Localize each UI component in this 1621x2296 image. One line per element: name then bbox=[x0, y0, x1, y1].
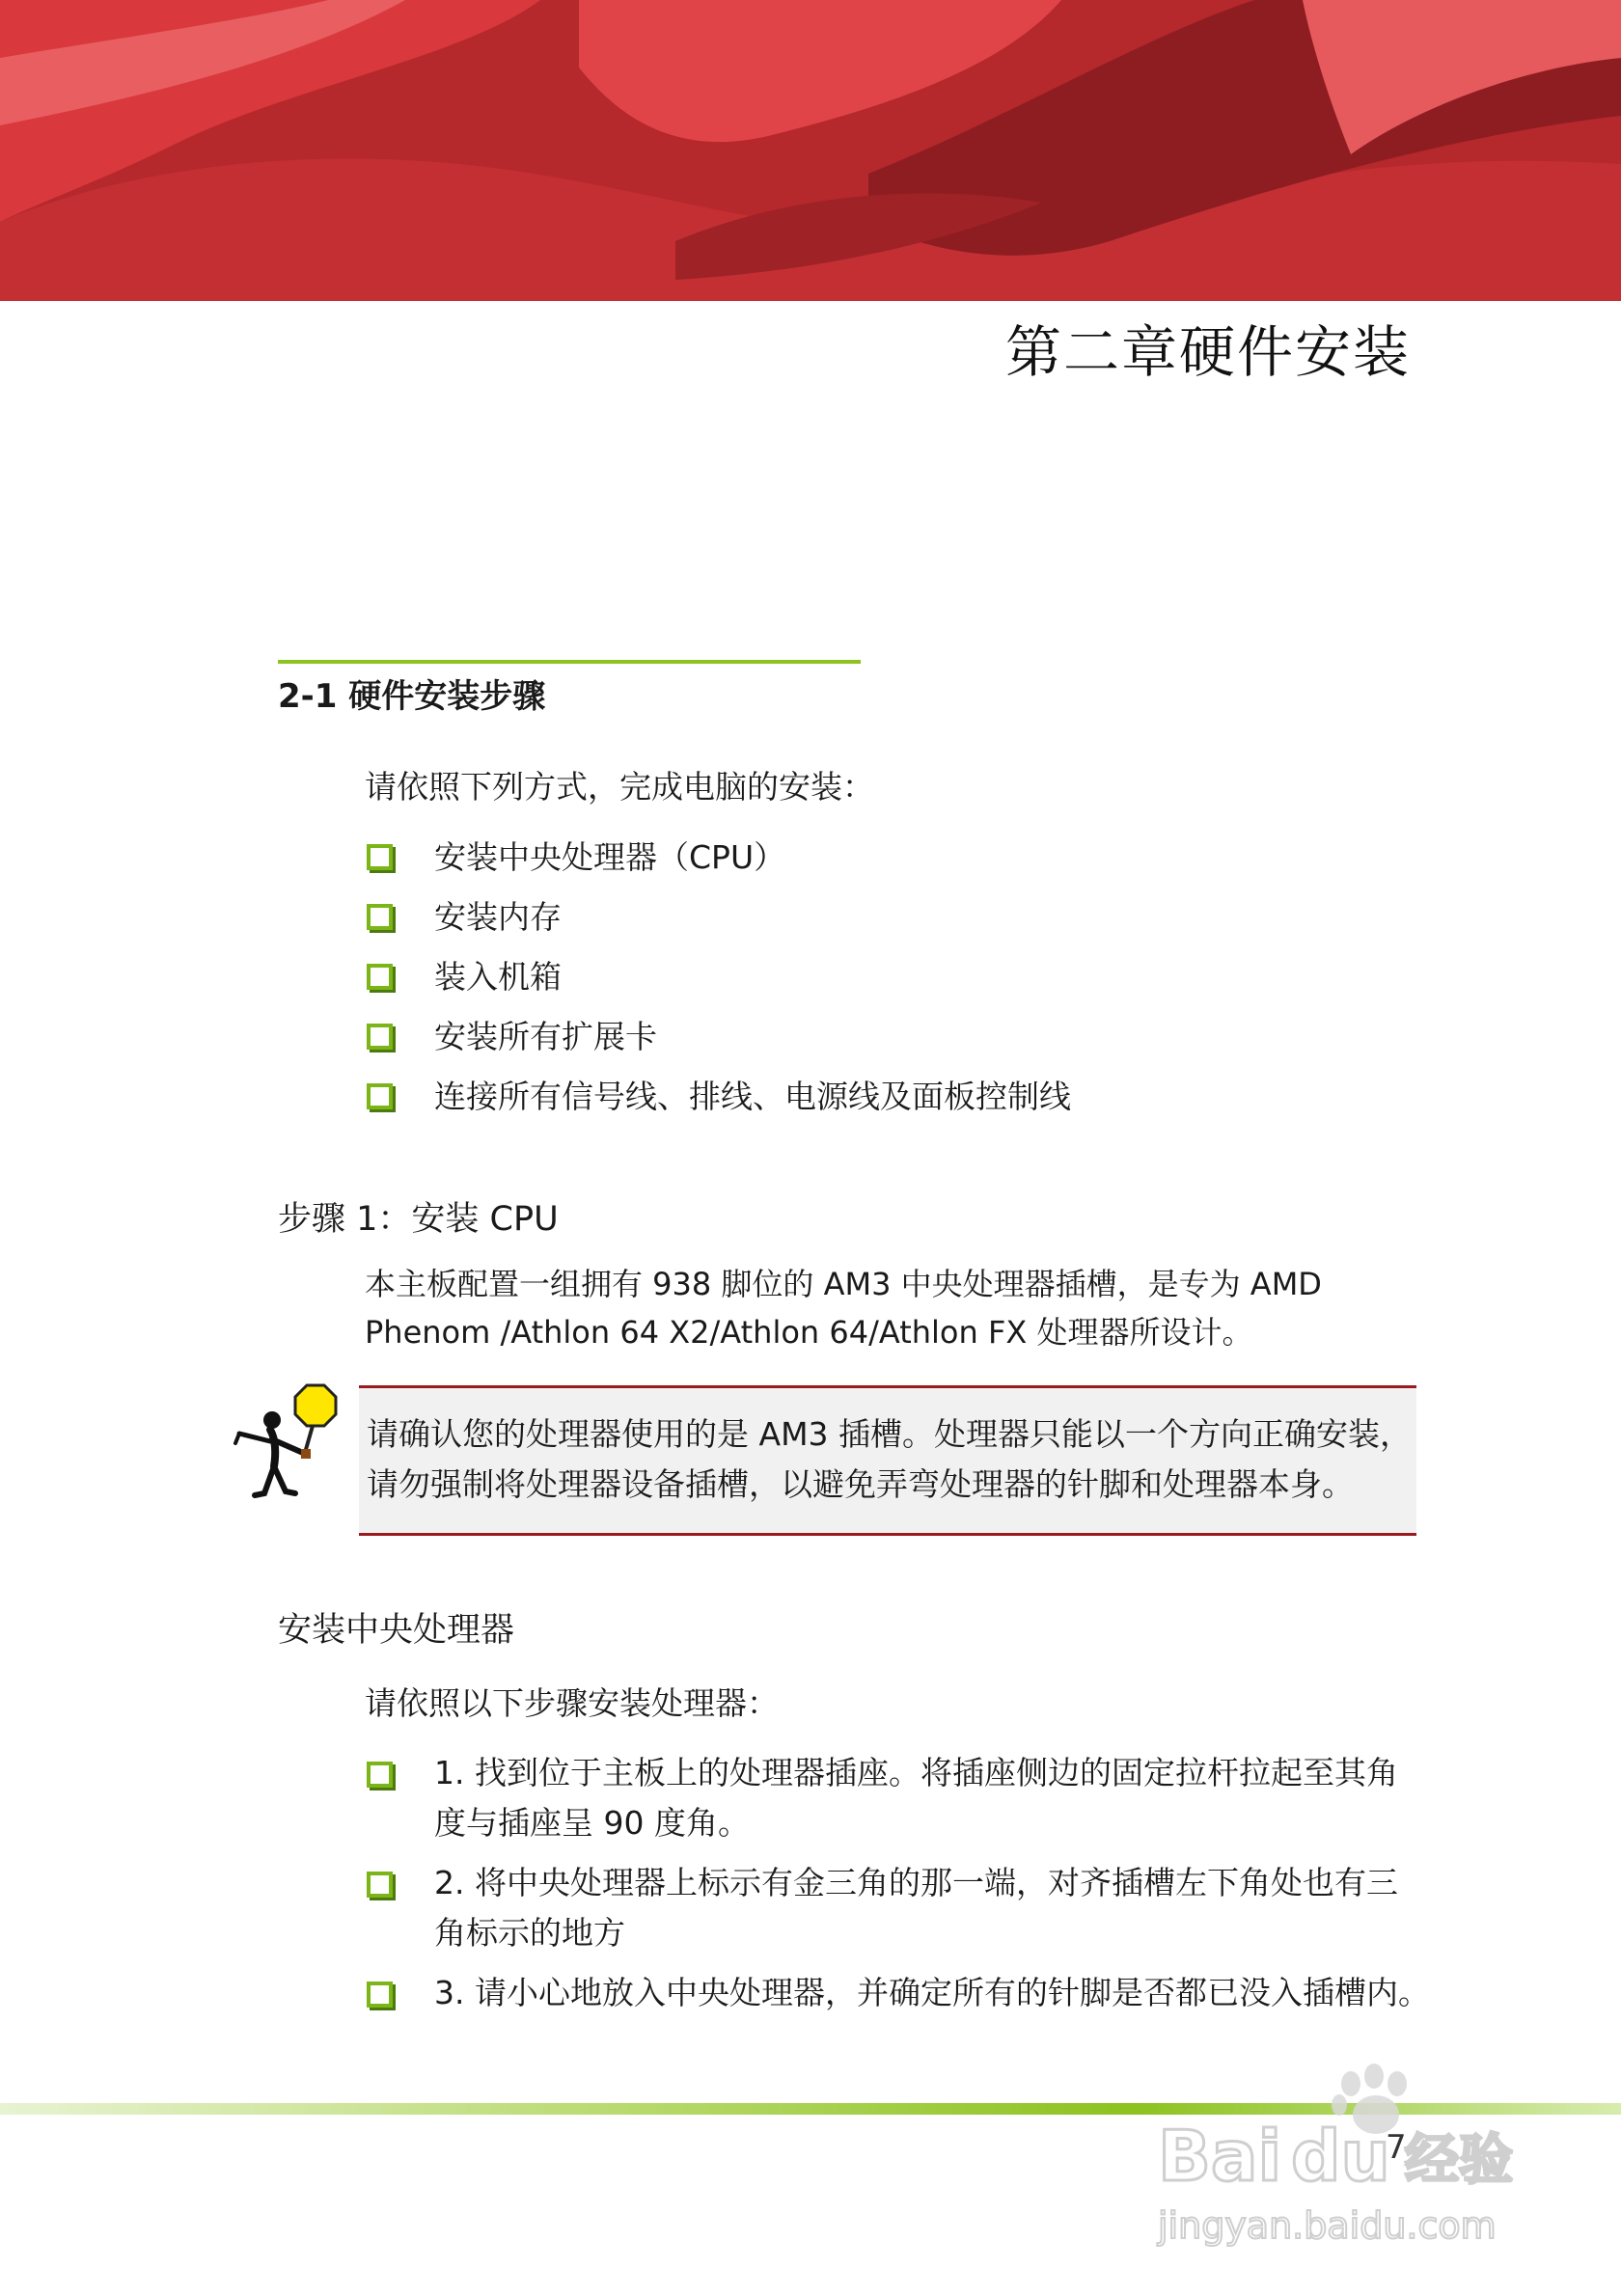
step-text-line: 度与插座呈 90 度角。 bbox=[434, 1804, 750, 1842]
checkbox-icon bbox=[367, 1024, 393, 1050]
list-item bbox=[365, 1858, 1436, 1958]
watermark-cn: 经验 bbox=[1405, 2129, 1513, 2192]
section-rule bbox=[278, 660, 861, 664]
list-item bbox=[365, 1075, 1071, 1134]
list-item bbox=[365, 1968, 1436, 2018]
list-item-label: 装入机箱 bbox=[434, 958, 562, 996]
checkbox-icon bbox=[367, 964, 393, 990]
checkbox-icon bbox=[367, 1982, 393, 2008]
red-abstract-banner bbox=[0, 0, 1621, 301]
list-item-label: 连接所有信号线、排线、电源线及面板控制线 bbox=[434, 1078, 1071, 1115]
list-item bbox=[365, 1748, 1436, 1848]
section-intro: 请依照下列方式，完成电脑的安装： bbox=[365, 768, 874, 806]
install-cpu-heading: 安装中央处理器 bbox=[278, 1611, 515, 1650]
checkbox-icon bbox=[367, 1083, 393, 1109]
step1-heading: 步骤 1：安装 CPU bbox=[278, 1200, 559, 1239]
step-text-line: 3. 请小心地放入中央处理器，并确定所有的针脚是否都已没入插槽内。 bbox=[434, 1974, 1430, 2011]
list-item-label: 安装内存 bbox=[434, 898, 562, 936]
step-text-line: 角标示的地方 bbox=[434, 1914, 625, 1952]
list-item bbox=[365, 895, 1071, 955]
watermark-brand-2: du bbox=[1291, 2116, 1390, 2197]
step-text-line: 2. 将中央处理器上标示有金三角的那一端，对齐插槽左下角处也有三 bbox=[434, 1864, 1398, 1901]
list-item bbox=[365, 1015, 1071, 1075]
checkbox-icon bbox=[367, 1762, 393, 1788]
checkbox-icon bbox=[367, 1872, 393, 1898]
caution-note-line2: 请勿强制将处理器设备插槽，以避免弄弯处理器的针脚和处理器本身。 bbox=[367, 1465, 1354, 1503]
caution-note-line1: 请确认您的处理器使用的是 AM3 插槽。处理器只能以一个方向正确安装， bbox=[367, 1415, 1413, 1453]
list-item-label: 安装所有扩展卡 bbox=[434, 1018, 657, 1055]
chapter-title: 第二章硬件安装 bbox=[1004, 319, 1411, 385]
list-item bbox=[365, 835, 1071, 895]
install-steps-list bbox=[365, 1748, 1436, 2028]
baidu-watermark-logo bbox=[1148, 2055, 1534, 2257]
checkbox-icon bbox=[367, 844, 393, 870]
install-checklist bbox=[365, 835, 1071, 1134]
watermark-brand: Bai bbox=[1158, 2116, 1282, 2197]
checkbox-icon bbox=[367, 904, 393, 930]
list-item bbox=[365, 955, 1071, 1015]
step-text-line: 1. 找到位于主板上的处理器插座。将插座侧边的固定拉杆拉起至其角 bbox=[434, 1754, 1398, 1791]
header-banner bbox=[0, 0, 1621, 301]
watermark-url: jingyan.baidu.com bbox=[1158, 2204, 1497, 2247]
list-item-label: 安装中央处理器（CPU） bbox=[434, 838, 786, 876]
install-cpu-intro: 请依照以下步骤安装处理器： bbox=[365, 1684, 779, 1722]
page-number: 7 bbox=[1386, 2128, 1407, 2167]
caution-note-text bbox=[367, 1409, 1418, 1510]
warning-sign-figure-icon bbox=[232, 1380, 357, 1505]
step1-paragraph-line2: Phenom /Athlon 64 X2/Athlon 64/Athlon FX 处理器所设计。 bbox=[365, 1314, 1253, 1351]
section-heading: 2-1 硬件安装步骤 bbox=[278, 677, 546, 716]
caution-note bbox=[359, 1385, 1416, 1536]
step1-paragraph-line1: 本主板配置一组拥有 938 脚位的 AM3 中央处理器插槽，是专为 AMD bbox=[365, 1266, 1322, 1302]
